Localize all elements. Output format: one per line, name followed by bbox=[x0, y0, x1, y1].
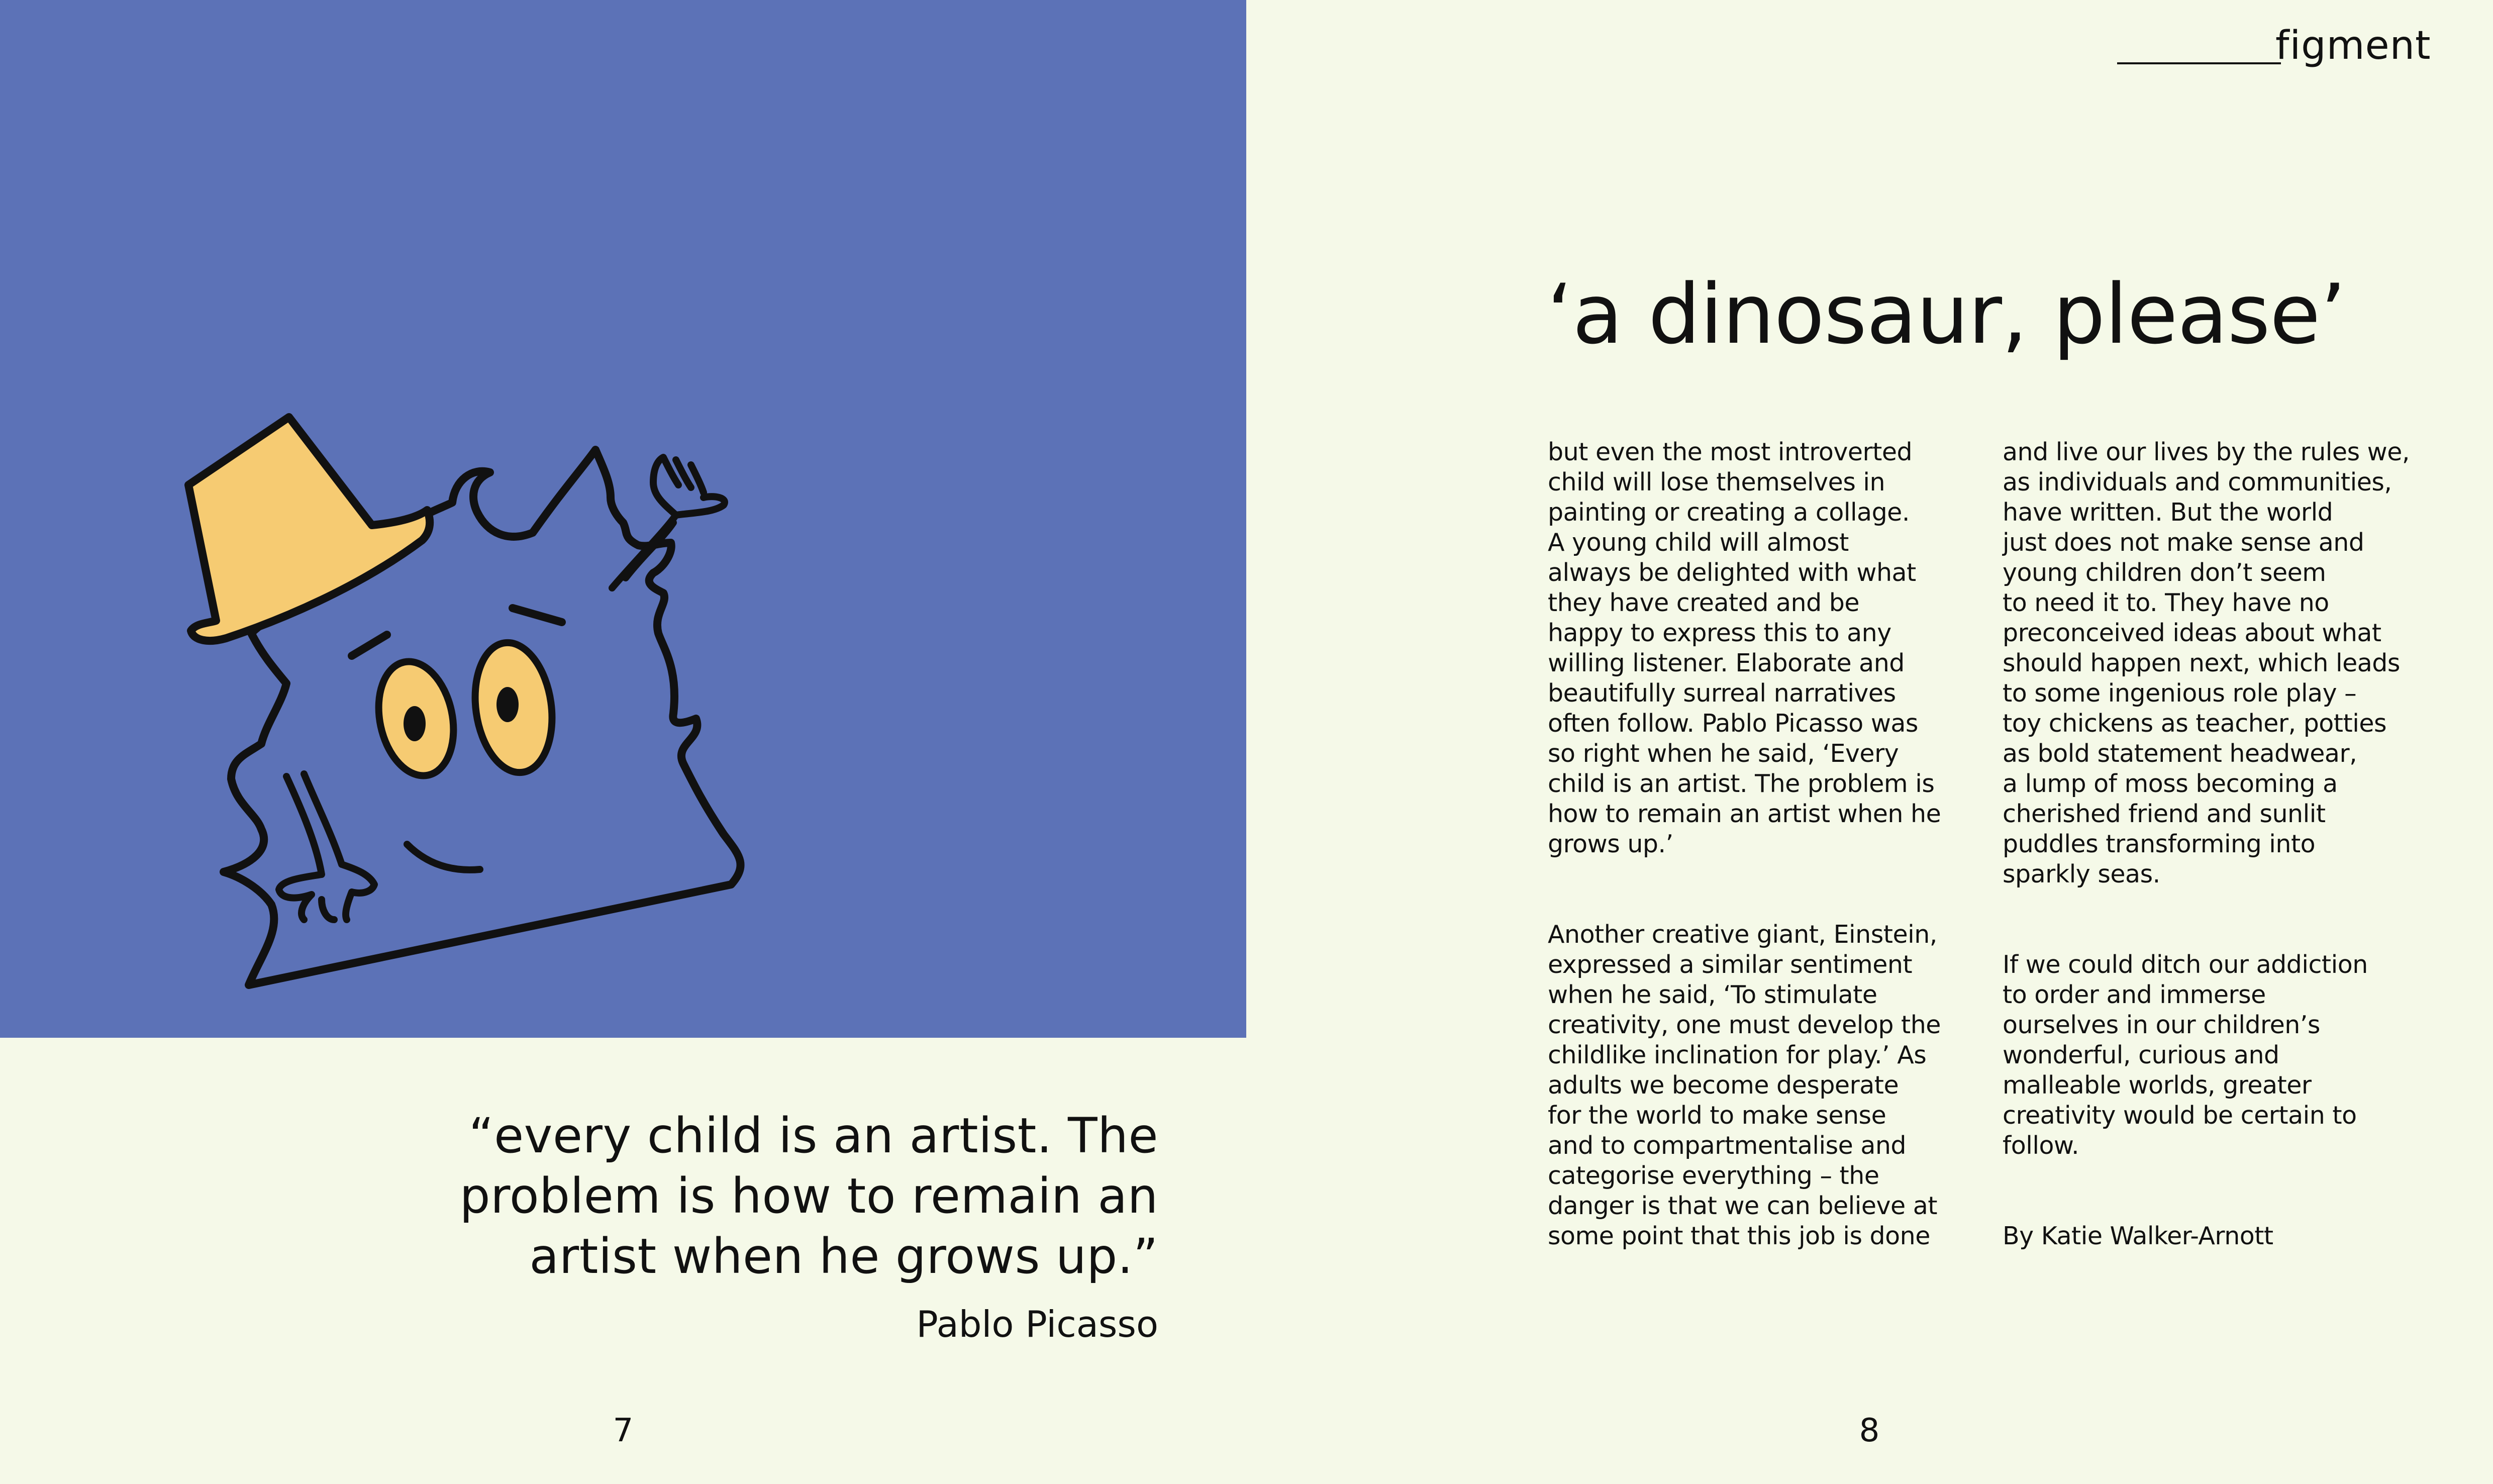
article-column-1 bbox=[1548, 407, 1965, 1312]
doodle-creature-illustration bbox=[0, 0, 1246, 1038]
page-number-left: 7 bbox=[613, 1412, 634, 1449]
article-paragraph: If we could ditch our addiction to order and immerse ourselves in our children’s wonderful, curious and malleable worlds, greater creativity would be certain to follow. bbox=[2003, 950, 2368, 1160]
article-paragraph: but even the most introverted child will lose themselves in painting or creating a collage. A young child will almost always be delighted with what they have created and be happy to express this to any willing listener. Elaborate and beautifully surreal narratives often follow. Pablo Picasso was so right when he said, ‘Every child is an artist. The problem is how to remain an artist when he grows up.’ bbox=[1548, 438, 1941, 858]
brand-rule bbox=[2117, 62, 2281, 64]
waving-arm bbox=[612, 457, 725, 588]
pull-quote: “every child is an artist. The problem is how to remain an artist when he grows up.” bbox=[459, 1108, 1158, 1284]
article-paragraph: and live our lives by the rules we, as individuals and communities, have written. But the world just does not make sense and young children don’t seem to need it to. They have no preconceived ideas about what should happen next, which leads to some ingenious role play – toy chickens as teacher, potties as bold statement headwear, a lump of moss becoming a cherished friend and sunlit puddles transforming into sparkly seas. bbox=[2003, 438, 2410, 888]
right-pupil bbox=[496, 687, 519, 722]
left-pupil bbox=[404, 706, 426, 741]
article-title: ‘a dinosaur, please’ bbox=[1547, 266, 2346, 362]
brand-logo: figment bbox=[2275, 23, 2431, 68]
illustration-panel bbox=[0, 0, 1246, 1038]
page-number-right: 8 bbox=[1859, 1412, 1880, 1449]
article-column-2 bbox=[2003, 407, 2420, 1312]
article-paragraph: Another creative giant, Einstein, expressed a similar sentiment when he said, ‘To stimulate creativity, one must develop the childlike inclination for play.’ As adults we become desperate for the world to make sense and to compartmentalise and categorise everything – the danger is that we can believe at some point that this job is done bbox=[1548, 920, 1941, 1250]
article-byline: By Katie Walker-Arnott bbox=[2003, 1222, 2273, 1250]
quote-author: Pablo Picasso bbox=[916, 1303, 1158, 1345]
